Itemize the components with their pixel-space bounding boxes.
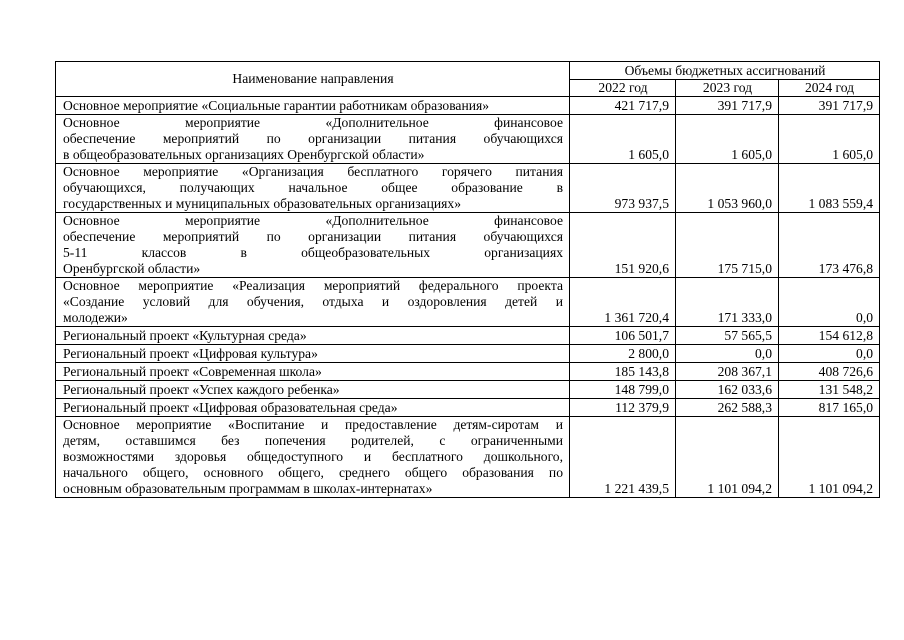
row-name-cell bbox=[56, 363, 570, 381]
row-name-cell bbox=[56, 278, 570, 327]
value-2023: 208 367,1 bbox=[676, 363, 779, 381]
value-2024: 391 717,9 bbox=[779, 97, 880, 115]
row-name-line: Региональный проект «Современная школа» bbox=[63, 364, 322, 379]
table-header bbox=[56, 62, 880, 97]
value-2023: 171 333,0 bbox=[676, 278, 779, 327]
row-name-cell bbox=[56, 164, 570, 213]
value-2022: 2 800,0 bbox=[570, 345, 676, 363]
value-2024: 154 612,8 bbox=[779, 327, 880, 345]
table-row bbox=[56, 278, 880, 327]
value-2023: 1 053 960,0 bbox=[676, 164, 779, 213]
row-name-line: Основное мероприятие «Дополнительное финансовое bbox=[63, 213, 563, 228]
value-2023: 175 715,0 bbox=[676, 213, 779, 278]
row-name-line: обучающихся, получающих начальное общее образование в bbox=[63, 180, 563, 195]
row-name-cell bbox=[56, 327, 570, 345]
row-name-line: детям, оставшимся без попечения родителей, с ограниченными bbox=[63, 433, 563, 448]
value-2022: 1 605,0 bbox=[570, 115, 676, 164]
value-2024: 0,0 bbox=[779, 345, 880, 363]
row-name-line: Оренбургской области» bbox=[63, 261, 201, 276]
row-name-line: обеспечение мероприятий по организации питания обучающихся bbox=[63, 229, 563, 244]
value-2022: 148 799,0 bbox=[570, 381, 676, 399]
header-year-2022: 2022 год bbox=[570, 79, 676, 97]
header-year-2023: 2023 год bbox=[676, 79, 779, 97]
value-2023: 1 101 094,2 bbox=[676, 417, 779, 498]
table-row bbox=[56, 97, 880, 115]
table-body bbox=[56, 97, 880, 498]
row-name-cell bbox=[56, 399, 570, 417]
value-2024: 1 101 094,2 bbox=[779, 417, 880, 498]
row-name-line: Основное мероприятие «Социальные гарантии работникам образования» bbox=[63, 98, 490, 113]
table-row bbox=[56, 399, 880, 417]
table-row bbox=[56, 164, 880, 213]
value-2024: 817 165,0 bbox=[779, 399, 880, 417]
row-name-line: возможностями здоровья общедоступного и бесплатного дошкольного, bbox=[63, 449, 563, 464]
row-name-cell bbox=[56, 97, 570, 115]
value-2023: 0,0 bbox=[676, 345, 779, 363]
value-2024: 131 548,2 bbox=[779, 381, 880, 399]
row-name-line: обеспечение мероприятий по организации питания обучающихся bbox=[63, 131, 563, 146]
row-name-cell bbox=[56, 381, 570, 399]
row-name-cell bbox=[56, 417, 570, 498]
header-budget-group: Объемы бюджетных ассигнований bbox=[570, 62, 880, 80]
row-name-line: Основное мероприятие «Дополнительное финансовое bbox=[63, 115, 563, 130]
table-row bbox=[56, 327, 880, 345]
row-name-line: Региональный проект «Успех каждого ребенка» bbox=[63, 382, 340, 397]
value-2023: 262 588,3 bbox=[676, 399, 779, 417]
value-2023: 162 033,6 bbox=[676, 381, 779, 399]
table-row bbox=[56, 363, 880, 381]
row-name-line: государственных и муниципальных образовательных организациях» bbox=[63, 196, 461, 211]
table-row bbox=[56, 115, 880, 164]
row-name-line: Основное мероприятие «Организация бесплатного горячего питания bbox=[63, 164, 563, 179]
row-name-line: Региональный проект «Цифровая культура» bbox=[63, 346, 318, 361]
row-name-line: начального общего, основного общего, среднего общего образования по bbox=[63, 465, 563, 480]
row-name-cell bbox=[56, 213, 570, 278]
value-2022: 421 717,9 bbox=[570, 97, 676, 115]
value-2024: 173 476,8 bbox=[779, 213, 880, 278]
row-name-cell bbox=[56, 345, 570, 363]
budget-table bbox=[55, 61, 880, 498]
value-2022: 1 221 439,5 bbox=[570, 417, 676, 498]
value-2024: 408 726,6 bbox=[779, 363, 880, 381]
value-2022: 151 920,6 bbox=[570, 213, 676, 278]
header-year-2024: 2024 год bbox=[779, 79, 880, 97]
row-name-line: Основное мероприятие «Воспитание и предоставление детям-сиротам и bbox=[63, 417, 563, 432]
value-2024: 1 083 559,4 bbox=[779, 164, 880, 213]
table-row bbox=[56, 417, 880, 498]
row-name-line: Региональный проект «Цифровая образовательная среда» bbox=[63, 400, 398, 415]
row-name-line: в общеобразовательных организациях Оренбургской области» bbox=[63, 147, 425, 162]
row-name-line: 5-11 классов в общеобразовательных организациях bbox=[63, 245, 563, 260]
row-name-line: молодежи» bbox=[63, 310, 128, 325]
value-2022: 1 361 720,4 bbox=[570, 278, 676, 327]
row-name-line: «Создание условий для обучения, отдыха и оздоровления детей и bbox=[63, 294, 563, 309]
row-name-line: Основное мероприятие «Реализация мероприятий федерального проекта bbox=[63, 278, 563, 293]
row-name-cell bbox=[56, 115, 570, 164]
table-row bbox=[56, 345, 880, 363]
value-2022: 112 379,9 bbox=[570, 399, 676, 417]
table-row bbox=[56, 381, 880, 399]
table-row bbox=[56, 213, 880, 278]
header-name-column: Наименование направления bbox=[56, 62, 570, 97]
value-2022: 106 501,7 bbox=[570, 327, 676, 345]
value-2024: 1 605,0 bbox=[779, 115, 880, 164]
value-2022: 185 143,8 bbox=[570, 363, 676, 381]
value-2022: 973 937,5 bbox=[570, 164, 676, 213]
value-2023: 391 717,9 bbox=[676, 97, 779, 115]
value-2023: 57 565,5 bbox=[676, 327, 779, 345]
value-2023: 1 605,0 bbox=[676, 115, 779, 164]
row-name-line: Региональный проект «Культурная среда» bbox=[63, 328, 307, 343]
value-2024: 0,0 bbox=[779, 278, 880, 327]
row-name-line: основным образовательным программам в школах-интернатах» bbox=[63, 481, 433, 496]
